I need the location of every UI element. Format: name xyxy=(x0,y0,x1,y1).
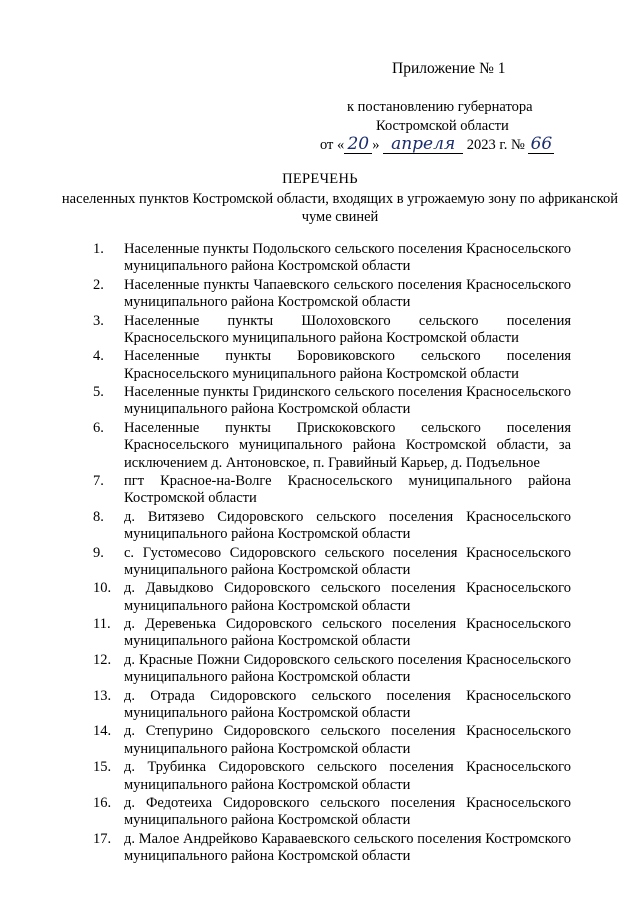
month-field xyxy=(383,134,463,154)
list-item xyxy=(93,348,571,383)
item-number: 15. xyxy=(93,759,112,776)
item-number: 12. xyxy=(93,651,112,668)
list-item xyxy=(93,580,571,615)
item-text: д. Деревенька Сидоровского сельского поселения Красносельского муниципального района Костромской области xyxy=(124,616,571,650)
item-number: 2. xyxy=(93,276,104,293)
item-text: с. Густомесово Сидоровского сельского поселения Красносельского муниципального района Костромской области xyxy=(124,544,571,578)
list-item xyxy=(93,545,571,580)
item-text: Населенные пункты Шолоховского сельского поселения Красносельского муниципального района Костромской области xyxy=(124,312,571,346)
item-number: 10. xyxy=(93,580,112,597)
item-number: 3. xyxy=(93,312,104,329)
item-text: д. Витязево Сидоровского сельского поселения Красносельского муниципального района Костромской области xyxy=(124,508,571,543)
item-text: д. Федотеиха Сидоровского сельского поселения Красносельского муниципального района Костромской области xyxy=(124,795,571,829)
date-line xyxy=(320,134,554,154)
item-text: д. Давыдково Сидоровского сельского поселения Красносельского муниципального района Костромской области xyxy=(124,580,571,614)
document-subtitle: населенных пунктов Костромской области, входящих в угрожаемую зону по африканской чуме свиней xyxy=(61,191,619,225)
item-text: Населенные пункты Подольского сельского поселения Красносельского муниципального района Костромской области xyxy=(124,241,571,275)
item-number: 5. xyxy=(93,384,104,401)
item-text: Населенные пункты Чапаевского сельского поселения Красносельского муниципального района Костромской области xyxy=(124,276,571,311)
region-name: Костромской области xyxy=(376,118,509,134)
item-text: Населенные пункты Прискоковского сельского поселения Красносельского муниципального района Костромской области, за исключением д. Антоновское, п. Гравийный Карьер, д. Подъельное xyxy=(124,419,571,471)
number-field xyxy=(528,134,554,154)
date-prefix: от « xyxy=(320,137,345,153)
number-handwritten: 66 xyxy=(530,134,553,154)
list-item xyxy=(93,420,571,472)
list-item xyxy=(93,616,571,651)
item-text: Населенные пункты Гридинского сельского поселения Красносельского муниципального района Костромской области xyxy=(124,384,571,418)
item-text: д. Красные Пожни Сидоровского сельского поселения Красносельского муниципального района Костромской области xyxy=(124,651,571,686)
date-quote: » xyxy=(372,137,380,153)
item-number: 7. xyxy=(93,472,104,489)
list-item xyxy=(93,473,571,508)
list-item xyxy=(93,688,571,723)
resolution-reference: к постановлению губернатора xyxy=(347,99,533,115)
item-number: 16. xyxy=(93,795,112,812)
item-number: 13. xyxy=(93,687,112,704)
list-item xyxy=(93,384,571,419)
list-item xyxy=(93,831,571,866)
year-and-number-label: 2023 г. № xyxy=(466,137,525,153)
list-item xyxy=(93,795,571,830)
item-number: 1. xyxy=(93,241,104,257)
item-text: д. Степурино Сидоровского сельского поселения Красносельского муниципального района Костромской области xyxy=(124,723,571,757)
item-text: д. Трубинка Сидоровского сельского поселения Красносельского муниципального района Костромской области xyxy=(124,759,571,793)
list-item xyxy=(93,759,571,794)
item-text: д. Малое Андрейково Караваевского сельского поселения Костромского муниципального района Костромской области xyxy=(124,830,571,865)
item-number: 4. xyxy=(93,348,104,365)
item-number: 8. xyxy=(93,508,104,525)
item-text: Населенные пункты Боровиковского сельского поселения Красносельского муниципального района Костромской области xyxy=(124,348,571,382)
item-number: 14. xyxy=(93,723,112,740)
item-number: 6. xyxy=(93,419,104,436)
month-handwritten: апреля xyxy=(391,134,456,154)
day-handwritten: 20 xyxy=(347,134,370,154)
list-item xyxy=(93,509,571,544)
list-item xyxy=(93,652,571,687)
item-text: д. Отрада Сидоровского сельского поселения Красносельского муниципального района Костромской области xyxy=(124,687,571,721)
list-item xyxy=(93,313,571,348)
document-title: ПЕРЕЧЕНЬ xyxy=(282,171,358,187)
item-text: пгт Красное-на-Волге Красносельского муниципального района Костромской области xyxy=(124,472,571,507)
list-item xyxy=(93,277,571,312)
list-item xyxy=(93,241,571,276)
day-field xyxy=(344,134,372,154)
list-item xyxy=(93,723,571,758)
item-number: 17. xyxy=(93,830,112,847)
item-number: 11. xyxy=(93,616,111,633)
settlements-list xyxy=(93,241,571,867)
appendix-label: Приложение № 1 xyxy=(392,60,506,77)
item-number: 9. xyxy=(93,544,104,561)
